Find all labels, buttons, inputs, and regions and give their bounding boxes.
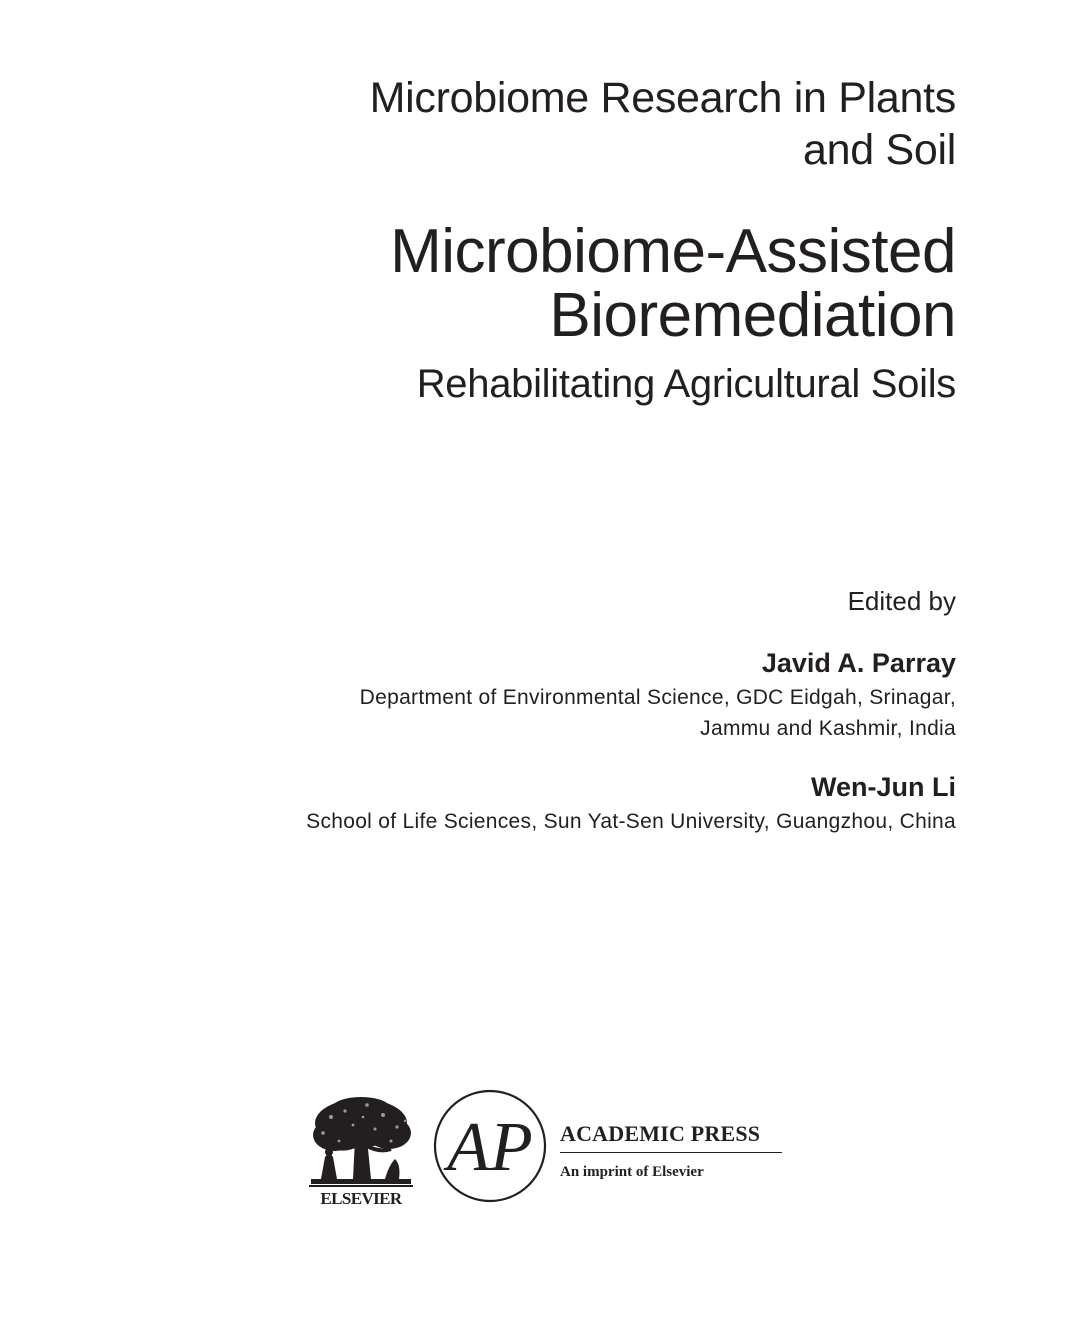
edited-by-label: Edited by <box>847 586 956 616</box>
academic-press-logo <box>432 1088 548 1204</box>
book-title <box>196 217 956 350</box>
imprint-tagline: An imprint of Elsevier <box>560 1164 704 1180</box>
book-subtitle: Rehabilitating Agricultural Soils <box>416 362 956 406</box>
academic-press-monogram-icon <box>432 1088 548 1204</box>
elsevier-tree-icon <box>305 1095 417 1191</box>
series-title-line-2: and Soil <box>803 126 956 174</box>
book-title-line-2: Bioremediation <box>549 281 956 350</box>
editor-affiliation-1-line-2: Jammu and Kashmir, India <box>700 717 956 740</box>
editor-name-1: Javid A. Parray <box>761 648 956 678</box>
academic-press-wordmark <box>560 1120 782 1183</box>
series-title-line-1: Microbiome Research in Plants <box>369 74 956 122</box>
book-title-line-1: Microbiome-Assisted <box>390 217 956 286</box>
imprint-name: ACADEMIC PRESS <box>560 1120 782 1153</box>
editor-affiliation-1-line-1: Department of Environmental Science, GDC Eidgah, Srinagar, <box>359 686 956 709</box>
series-title <box>196 72 956 176</box>
elsevier-wordmark: ELSEVIER <box>320 1189 402 1208</box>
editor-affiliation-2: School of Life Sciences, Sun Yat-Sen University, Guangzhou, China <box>306 810 956 833</box>
editor-affiliation-1 <box>196 682 956 744</box>
ap-monogram-text: AP <box>447 1109 533 1186</box>
editor-name-2: Wen-Jun Li <box>811 772 956 802</box>
elsevier-logo <box>305 1095 417 1213</box>
